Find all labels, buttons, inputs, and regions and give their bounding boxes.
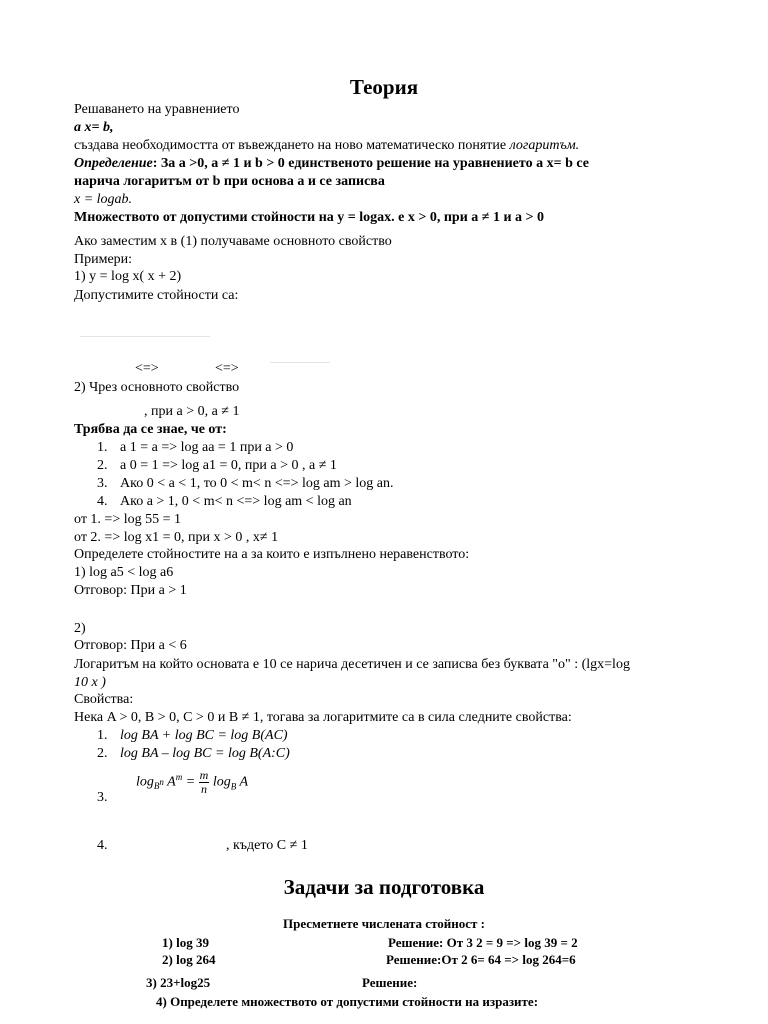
section-title-theory: Теория: [349, 75, 419, 99]
definition-line: Определение: За a >0, a ≠ 1 и b > 0 единственото решение на уравнението a x= b се: [74, 156, 589, 171]
task-2: 2) log 264: [162, 952, 216, 967]
faint-formula-placeholder: [80, 336, 210, 337]
section-title-tasks: Задачи за подготовка: [283, 875, 485, 899]
properties-heading: Свойства:: [74, 692, 134, 707]
list-number: 2.: [97, 746, 108, 761]
definition-formula: x = logab.: [74, 192, 133, 207]
text-line: Нека A > 0, B > 0, C > 0 и B ≠ 1, тогава за логаритмите са в сила следните свойства:: [74, 710, 572, 725]
list-number: 1.: [97, 728, 108, 743]
tasks-heading: Пресметнете числената стойност :: [282, 916, 486, 931]
example-2: 2) Чрез основното свойство: [74, 380, 240, 395]
task-3-solution: Решение:: [362, 975, 418, 990]
text-line: 10 x ): [74, 675, 106, 690]
iff-symbol: <=>: [135, 361, 159, 376]
list-number: 3.: [97, 790, 108, 805]
domain-line: Множеството от допустими стойности на y = logax. е x > 0, при a ≠ 1 и a > 0: [74, 210, 544, 225]
equation-line: a x= b,: [74, 120, 114, 135]
list-number: 4.: [97, 838, 108, 853]
list-number: 2.: [97, 458, 108, 473]
definition-line: нарича логаритъм от b при основа a и се записва: [74, 174, 385, 189]
text-line: от 1. => log 55 = 1: [74, 512, 182, 527]
text-line: от 2. => log x1 = 0, при x > 0 , x≠ 1: [74, 530, 279, 545]
task-1: 1) log 39: [162, 935, 209, 950]
fraction: $\frac{m}{n}$: [199, 767, 209, 796]
list-item: Ако a > 1, 0 < m< n <=> log am < log an: [120, 494, 352, 509]
list-item: a 0 = 1 => log a1 = 0, при a > 0 , a ≠ 1: [120, 458, 337, 473]
text-line: Допустимите стойности са:: [74, 288, 239, 303]
inequality-2: 2): [74, 621, 86, 636]
answer-1: Отговор: При a > 1: [74, 583, 187, 598]
task-4: 4) Определете множеството от допустими стойности на изразите:: [156, 994, 539, 1009]
list-item: Ако 0 < a < 1, то 0 < m< n <=> log am > log an.: [120, 476, 394, 491]
inequality-1: 1) log a5 < log a6: [74, 565, 174, 580]
text-line: Определете стойностите на a за които е изпълнено неравенството:: [74, 547, 470, 562]
list-number: 3.: [97, 476, 108, 491]
iff-symbol: <=>: [215, 361, 239, 376]
text-line: Решаването на уравнението: [74, 102, 240, 117]
text-line: създава необходимостта от въвеждането на ново математическо понятие логаритъм.: [74, 138, 580, 153]
property-4: , където C ≠ 1: [226, 838, 308, 853]
example-1: 1) y = log x( x + 2): [74, 269, 182, 284]
faint-formula-placeholder: [270, 362, 330, 363]
example-2-condition: , при a > 0, a ≠ 1: [144, 404, 240, 419]
property-2: log BA – log BC = log B(A:C): [120, 746, 290, 761]
list-item: a 1 = a => log aa = 1 при a > 0: [120, 440, 294, 455]
property-1: log BA + log BC = log B(AC): [120, 728, 288, 743]
property-3-formula: $\log_{B^n} A^m$ = $\frac{m}{n}$ $\log_B A$: [136, 767, 249, 796]
task-3: 3) 23+log25: [146, 975, 211, 990]
list-number: 1.: [97, 440, 108, 455]
task-2-solution: Решение:От 2 6= 64 => log 264=6: [386, 952, 576, 967]
list-number: 4.: [97, 494, 108, 509]
text-line: Логаритъм на който основата е 10 се нарича десетичен и се записва без буквата "о" : (lgx=log: [74, 657, 630, 672]
text-line: Ако заместим x в (1) получаваме основното свойство: [74, 234, 392, 249]
task-1-solution: Решение: От 3 2 = 9 => log 39 = 2: [388, 935, 578, 950]
examples-heading: Примери:: [74, 252, 133, 267]
must-know-heading: Трябва да се знае, че от:: [74, 422, 227, 437]
answer-2: Отговор: При a < 6: [74, 638, 187, 653]
